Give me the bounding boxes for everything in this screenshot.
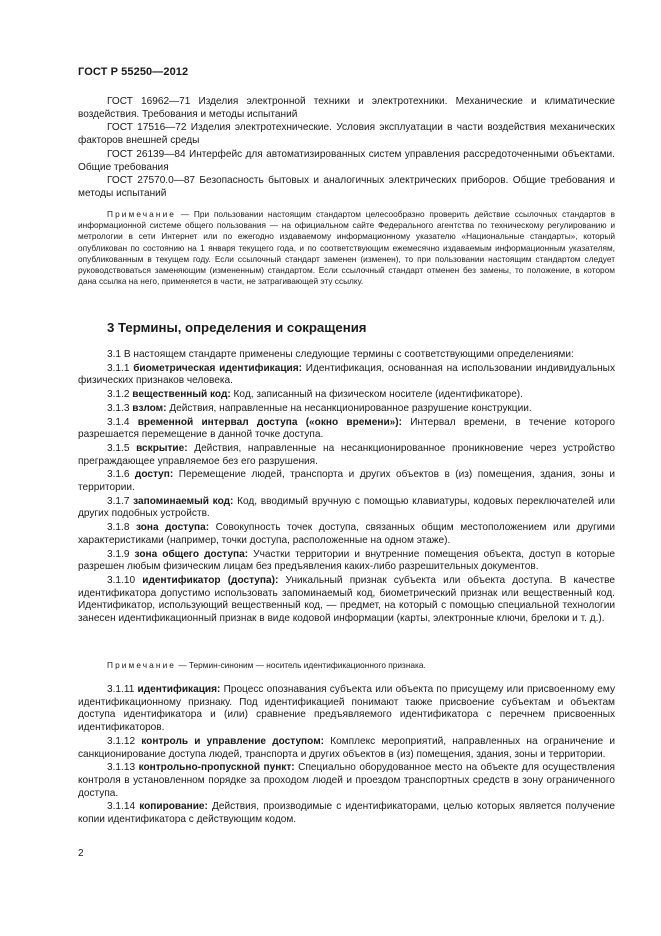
term-number: 3.1.2 [107,389,130,401]
term-number: 3.1.5 [107,442,130,454]
note-1 [78,209,615,287]
term-definition [78,496,615,521]
term-text: Действия, направленные на несанкционированное проникновение через устройство преграждающее управляемое без его разрушения. [78,442,615,467]
term-definition [78,389,615,402]
note-label: Примечание [107,209,177,219]
term-definition [78,736,615,761]
term-text: Действия, производимые с идентификаторами, целью которых является получение копии идентификатора с действующим кодом. [78,801,616,826]
term-number: 3.1.14 [107,801,136,813]
terms-block [78,349,615,627]
term-number: 3.1.6 [107,469,130,481]
term-number: 3.1.12 [107,735,136,747]
term-text: Перемещение людей, транспорта и других объектов в (из) помещения, здания, зоны и территории. [78,469,616,494]
term-name: копирование: [139,801,208,813]
terms-block-2 [78,684,615,828]
refs-block [78,96,615,202]
note-label: Примечание [107,660,177,670]
term-number: 3.1.9 [107,548,130,560]
term-number: 3.1.8 [107,522,130,534]
term-name: идентификатор (доступа): [142,574,279,586]
page-number: 2 [78,848,84,859]
term-text: Интервал времени, в течение которого разрешается перемещение в данной точке доступа. [78,416,615,441]
section-heading-wrap [78,320,615,335]
term-definition [78,363,615,388]
term-name: вскрытие: [136,442,188,454]
term-name: взлом: [132,402,167,414]
term-number: 3.1.10 [107,574,136,586]
term-number: 3.1.1 [107,362,130,374]
section-heading: 3 Термины, определения и сокращения [107,320,367,335]
term-text: Специально оборудованное место на объекте для осуществления контроля в установленном порядке за проходом людей и проездом транспортных средств в зону ограниченного доступа. [78,762,615,799]
ref-item: ГОСТ 16962—71 Изделия электронной техники и электротехники. Механические и климатические воздействия. Требования и методы испытаний [78,96,615,120]
term-definition [78,549,615,574]
ref-item: ГОСТ 17516—72 Изделия электротехнические. Условия эксплуатации в части воздействия механических факторов внешней среды [78,122,615,147]
term-name: контрольно-пропускной пункт: [138,762,295,774]
term-text: Код, записанный на физическом носителе (идентификаторе). [233,389,523,401]
term-name: идентификация: [137,684,221,695]
term-definition [78,443,615,468]
term-definition [78,801,615,826]
term-definition [78,403,615,416]
term-definition [78,684,615,735]
note-text: — При пользовании настоящим стандартом целесообразно проверить действие ссылочных стандартов в информационной системе общего пользования — на официальном сайте Федерального агентства по техническому регулированию и метрологии в сети Интернет или по ежегодно издаваемому информационному указателю «Национальные стандарты», который опубликован по состоянию на 1 января текущего года, и по соответствующим ежемесячно издаваемым информационным указателям, опубликованным в текущем году. Если ссылочный стандарт заменен (изменен), то при пользовании настоящим стандартом следует руководствоваться заменяющим (измененным) стандартом. Если ссылочный стандарт отменен без замены, то положение, в котором дана ссылка на него, применяется в части, не затрагивающей эту ссылку. [78,209,615,287]
term-name: зона общего доступа: [134,548,249,560]
term-text: Действия, направленные на несанкционированное разрушение конструкции. [169,402,532,414]
note-2 [78,660,615,671]
term-name: вещественный код: [132,389,231,401]
term-text: Идентификация, основанная на использовании индивидуальных физических признаков человека. [78,362,615,387]
ref-item: ГОСТ 27570.0—87 Безопасность бытовых и аналогичных электрических приборов. Общие требования и методы испытаний [78,175,615,199]
page-header: ГОСТ Р 55250—2012 [78,66,189,78]
term-name: зона доступа: [135,522,210,534]
terms-list [78,684,615,827]
term-definition [78,762,615,800]
term-number: 3.1.13 [107,762,136,774]
term-name: временной интервал доступа («окно времени»): [137,416,402,428]
term-text: Совокупность точек доступа, связанных общим местоположением или другими характеристиками (например, точки доступа, расположенные на одном этаже). [78,522,615,546]
term-name: контроль и управление доступом: [141,735,325,747]
terms-list [78,363,615,626]
term-definition [78,575,615,626]
term-text: Процесс опознавания субъекта или объекта по присущему или присвоенному ему идентификационному признаку. Под идентификацией понимают также присвоение субъектам и объектам доступа идентификатора и (или) сравнение предъявляемого идентификатора с перечнем присвоенных идентификаторов. [78,684,615,734]
term-text: Код, вводимый вручную с помощью клавиатуры, кодовых переключателей или других подобных устройств. [78,495,615,520]
term-text: Комплекс мероприятий, направленных на ограничение и санкционирование доступа людей, транспорта и других объектов в (из) помещения, здания, зоны и территории. [78,735,615,760]
term-name: запоминаемый код: [133,495,234,507]
term-number: 3.1.4 [107,416,130,428]
ref-item: ГОСТ 26139—84 Интерфейс для автоматизированных систем управления рассредоточенными объектами. Общие требования [78,148,615,173]
term-definition [78,469,615,494]
term-definition [78,417,615,442]
term-number: 3.1.11 [107,684,135,695]
term-text: Участки территории и внутренние помещения объекта, доступ в которые разрешен любым физическим лицам без предъявления каких-либо разрешительных документов. [78,548,616,573]
term-number: 3.1.3 [107,402,130,414]
term-name: доступ: [134,469,174,481]
note-text: — Термин-синоним — носитель идентификационного признака. [178,660,426,670]
term-name: биометрическая идентификация: [133,362,302,374]
term-number: 3.1.7 [107,495,130,507]
intro-paragraph: 3.1 В настоящем стандарте применены следующие термины с соответствующими определениями: [107,349,574,360]
term-definition [78,522,615,547]
term-text: Уникальный признак субъекта или объекта доступа. В качестве идентификатора допустимо использовать запоминаемый код, биометрический признак или вещественный код. Идентификатор, использующий вещественный код, — предмет, на который с помощью специальной технологии занесен идентификационный признак в виде кодовой информации (карты, электронные ключи, брелоки и т. д.). [78,574,615,625]
